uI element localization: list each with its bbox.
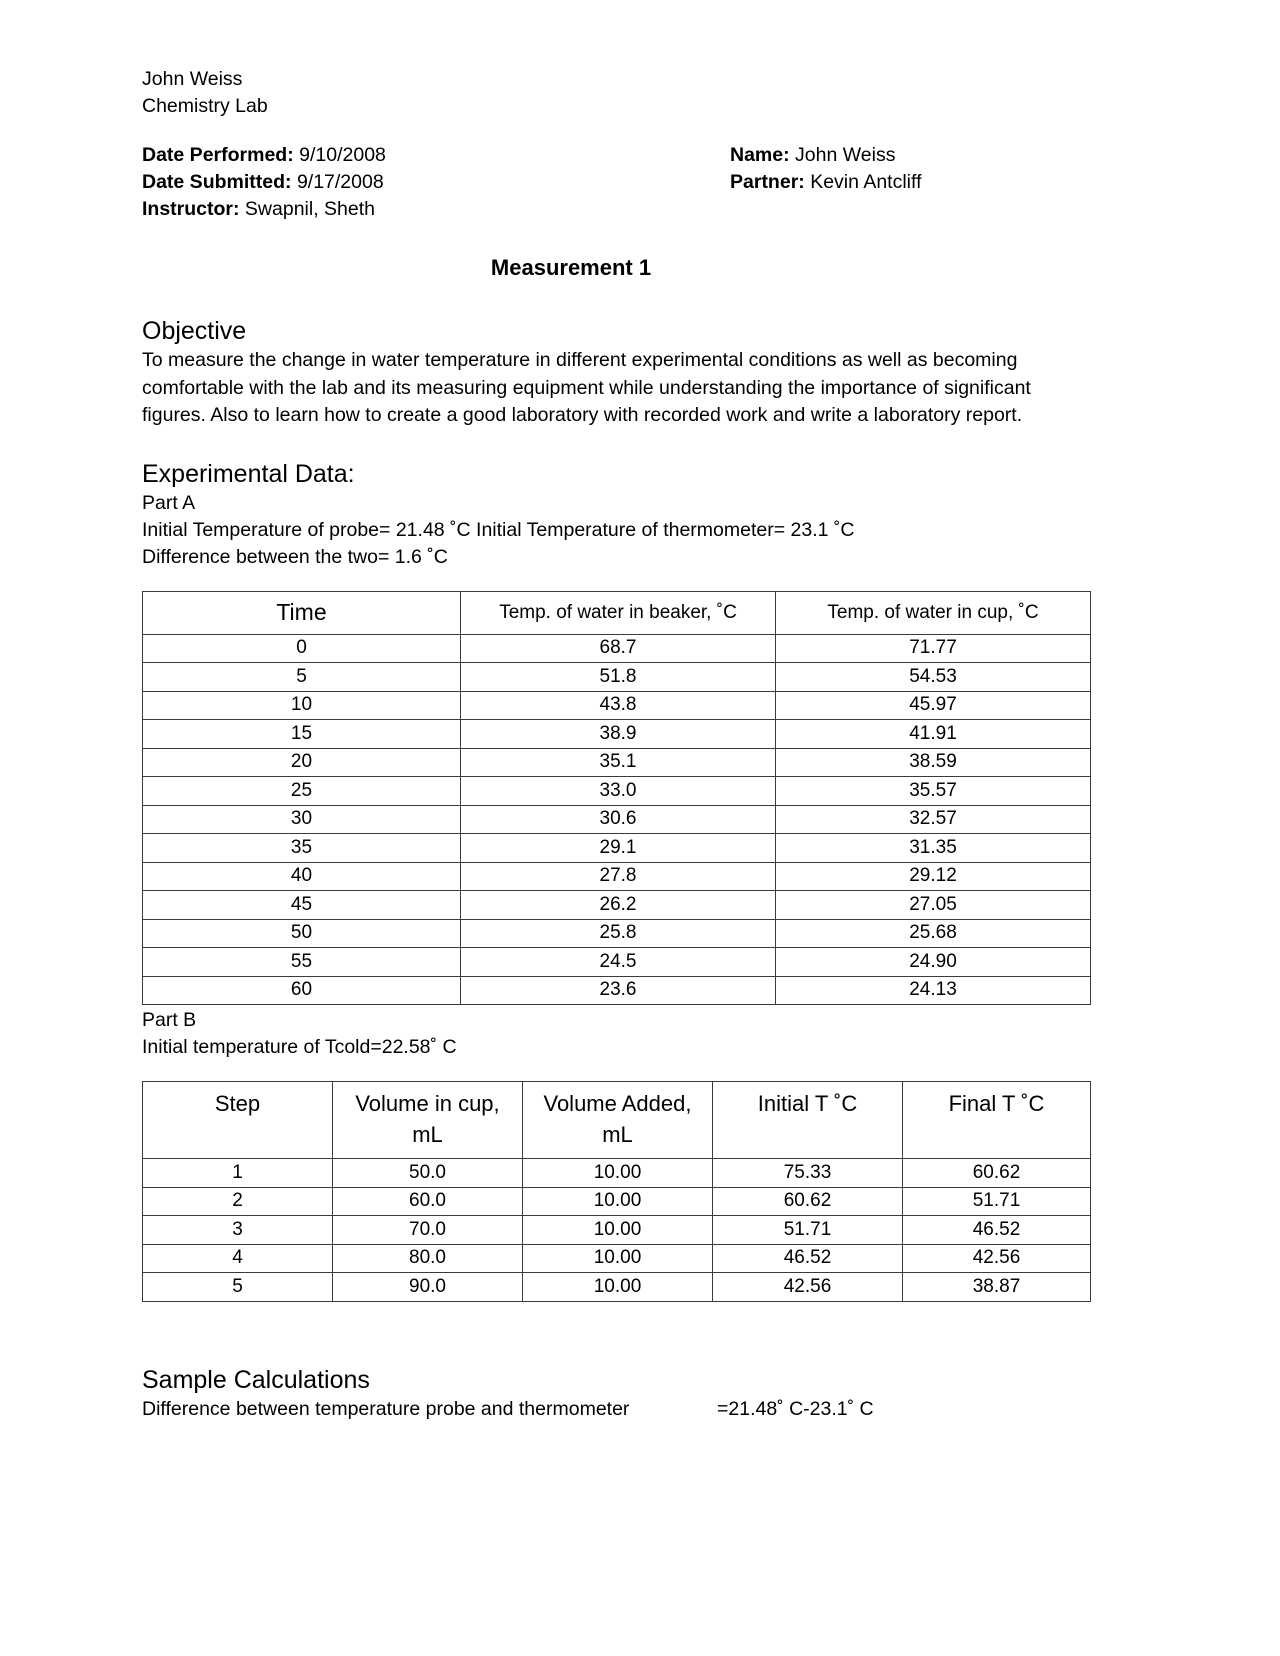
table-row xyxy=(143,976,1091,1005)
table-cell: 3 xyxy=(143,1216,333,1245)
table-cell: 90.0 xyxy=(333,1273,523,1302)
column-header-step: Step xyxy=(143,1082,333,1159)
metadata-block xyxy=(142,142,1090,223)
table-cell: 43.8 xyxy=(461,691,776,720)
table-header-row xyxy=(143,591,1091,634)
table-cell: 27.8 xyxy=(461,862,776,891)
table-row xyxy=(143,691,1091,720)
sample-calculation-value: =21.48˚ C-23.1˚ C xyxy=(717,1397,874,1420)
table-cell: 40 xyxy=(143,862,461,891)
name-line xyxy=(730,142,1090,169)
table-row xyxy=(143,948,1091,977)
table-cell: 23.6 xyxy=(461,976,776,1005)
objective-heading: Objective xyxy=(142,317,247,345)
table-cell: 60.62 xyxy=(713,1187,903,1216)
table-cell: 42.56 xyxy=(903,1244,1091,1273)
part-a-data-table xyxy=(142,591,1091,1006)
table-cell: 80.0 xyxy=(333,1244,523,1273)
table-cell: 29.1 xyxy=(461,834,776,863)
table-cell: 24.13 xyxy=(776,976,1091,1005)
partner-label: Partner: xyxy=(730,171,805,193)
table-cell: 75.33 xyxy=(713,1159,903,1188)
header-spacer xyxy=(142,120,1090,142)
table-cell: 33.0 xyxy=(461,777,776,806)
table-header-row xyxy=(143,1082,1091,1159)
part-b-initial-temperature: Initial temperature of Tcold=22.58˚ C xyxy=(142,1036,457,1058)
table-cell: 38.9 xyxy=(461,720,776,749)
part-a-table-body xyxy=(143,634,1091,1005)
table-cell: 51.8 xyxy=(461,663,776,692)
initial-temperature-line: Initial Temperature of probe= 21.48 ˚C Initial Temperature of thermometer= 23.1 ˚C xyxy=(142,518,855,541)
table-cell: 29.12 xyxy=(776,862,1091,891)
table-row xyxy=(143,1216,1091,1245)
temperature-difference-line: Difference between the two= 1.6 ˚C xyxy=(142,545,448,568)
table-row xyxy=(143,663,1091,692)
objective-spacer xyxy=(142,430,1090,458)
table-cell: 46.52 xyxy=(713,1244,903,1273)
table-cell: 4 xyxy=(143,1244,333,1273)
table-cell: 38.87 xyxy=(903,1273,1091,1302)
date-submitted-line xyxy=(142,169,662,196)
table-row xyxy=(143,1273,1091,1302)
table-cell: 45.97 xyxy=(776,691,1091,720)
table-cell: 46.52 xyxy=(903,1216,1091,1245)
table-cell: 38.59 xyxy=(776,748,1091,777)
table-cell: 30.6 xyxy=(461,805,776,834)
table-cell: 10.00 xyxy=(523,1273,713,1302)
table-cell: 35 xyxy=(143,834,461,863)
metadata-right-column xyxy=(674,142,1090,196)
table-row xyxy=(143,919,1091,948)
table-cell: 45 xyxy=(143,891,461,920)
table-cell: 2 xyxy=(143,1187,333,1216)
table-cell: 71.77 xyxy=(776,634,1091,663)
table-row xyxy=(143,748,1091,777)
table-cell: 10.00 xyxy=(523,1159,713,1188)
part-b-table-head xyxy=(143,1082,1091,1159)
table-cell: 1 xyxy=(143,1159,333,1188)
table-cell: 41.91 xyxy=(776,720,1091,749)
table-row xyxy=(143,1244,1091,1273)
part-a-table-head xyxy=(143,591,1091,634)
column-header-beaker-temp: Temp. of water in beaker, ˚C xyxy=(461,591,776,634)
table-row xyxy=(143,720,1091,749)
table-cell: 5 xyxy=(143,663,461,692)
table-cell: 32.57 xyxy=(776,805,1091,834)
table-cell: 51.71 xyxy=(903,1187,1091,1216)
objective-text: To measure the change in water temperature in different experimental conditions as well as becoming comfortable with the lab and its measuring equipment while understanding the importance of significant figures. Also to learn how to create a good laboratory with recorded work and write a laboratory report. xyxy=(142,349,1031,426)
metadata-left-column xyxy=(142,142,662,223)
table-row xyxy=(143,1159,1091,1188)
instructor-label: Instructor: xyxy=(142,198,240,220)
table-cell: 50.0 xyxy=(333,1159,523,1188)
table-cell: 30 xyxy=(143,805,461,834)
page-title: Measurement 1 xyxy=(490,255,652,280)
date-submitted-label: Date Submitted: xyxy=(142,171,292,193)
table-row xyxy=(143,777,1091,806)
part-a-label: Part A xyxy=(142,491,196,514)
table-cell: 10.00 xyxy=(523,1216,713,1245)
table-cell: 25.8 xyxy=(461,919,776,948)
partner-line xyxy=(730,169,1090,196)
author-name: John Weiss xyxy=(142,68,243,90)
table-cell: 5 xyxy=(143,1273,333,1302)
part-b-label: Part B xyxy=(142,1009,197,1031)
sample-calculation-label: Difference between temperature probe and thermometer xyxy=(142,1397,630,1420)
column-header-time: Time xyxy=(143,591,461,634)
table-cell: 0 xyxy=(143,634,461,663)
table-row xyxy=(143,834,1091,863)
table-cell: 25 xyxy=(143,777,461,806)
title-spacer xyxy=(142,281,1090,315)
table-cell: 70.0 xyxy=(333,1216,523,1245)
table-cell: 35.1 xyxy=(461,748,776,777)
table-cell: 10 xyxy=(143,691,461,720)
table-cell: 15 xyxy=(143,720,461,749)
table-cell: 54.53 xyxy=(776,663,1091,692)
table-cell: 24.5 xyxy=(461,948,776,977)
partner-value: Kevin Antcliff xyxy=(810,171,922,193)
table-b-spacer xyxy=(142,1302,1090,1364)
date-submitted-value: 9/17/2008 xyxy=(296,171,384,193)
table-cell: 35.57 xyxy=(776,777,1091,806)
sample-calculation-row xyxy=(142,1396,1090,1423)
table-row xyxy=(143,891,1091,920)
date-performed-value: 9/10/2008 xyxy=(299,144,386,166)
name-value: John Weiss xyxy=(795,144,896,166)
table-cell: 50 xyxy=(143,919,461,948)
table-cell: 10.00 xyxy=(523,1244,713,1273)
course-name: Chemistry Lab xyxy=(142,95,268,117)
table-cell: 51.71 xyxy=(713,1216,903,1245)
table-row xyxy=(143,805,1091,834)
table-cell: 10.00 xyxy=(523,1187,713,1216)
table-row xyxy=(143,1187,1091,1216)
table-cell: 60.0 xyxy=(333,1187,523,1216)
table-row xyxy=(143,862,1091,891)
column-header-final-t: Final T ˚C xyxy=(903,1082,1091,1159)
instructor-line xyxy=(142,196,662,223)
table-cell: 25.68 xyxy=(776,919,1091,948)
part-b-data-table xyxy=(142,1081,1091,1302)
table-cell: 42.56 xyxy=(713,1273,903,1302)
column-header-volume-in-cup: Volume in cup, mL xyxy=(333,1082,523,1159)
date-performed-line xyxy=(142,142,662,169)
table-cell: 31.35 xyxy=(776,834,1091,863)
column-header-initial-t: Initial T ˚C xyxy=(713,1082,903,1159)
table-cell: 27.05 xyxy=(776,891,1091,920)
part-b-table-body xyxy=(143,1159,1091,1302)
table-cell: 68.7 xyxy=(461,634,776,663)
instructor-value: Swapnil, Sheth xyxy=(244,198,376,220)
table-cell: 55 xyxy=(143,948,461,977)
author-block xyxy=(142,66,1090,120)
date-performed-label: Date Performed: xyxy=(142,144,294,166)
table-cell: 60 xyxy=(143,976,461,1005)
name-label: Name: xyxy=(730,144,790,166)
table-cell: 20 xyxy=(143,748,461,777)
table-row xyxy=(143,634,1091,663)
table-cell: 26.2 xyxy=(461,891,776,920)
table-cell: 60.62 xyxy=(903,1159,1091,1188)
column-header-volume-added: Volume Added, mL xyxy=(523,1082,713,1159)
table-cell: 24.90 xyxy=(776,948,1091,977)
column-header-cup-temp: Temp. of water in cup, ˚C xyxy=(776,591,1091,634)
experimental-data-heading: Experimental Data: xyxy=(142,459,355,488)
sample-calculations-heading: Sample Calculations xyxy=(142,1365,370,1394)
